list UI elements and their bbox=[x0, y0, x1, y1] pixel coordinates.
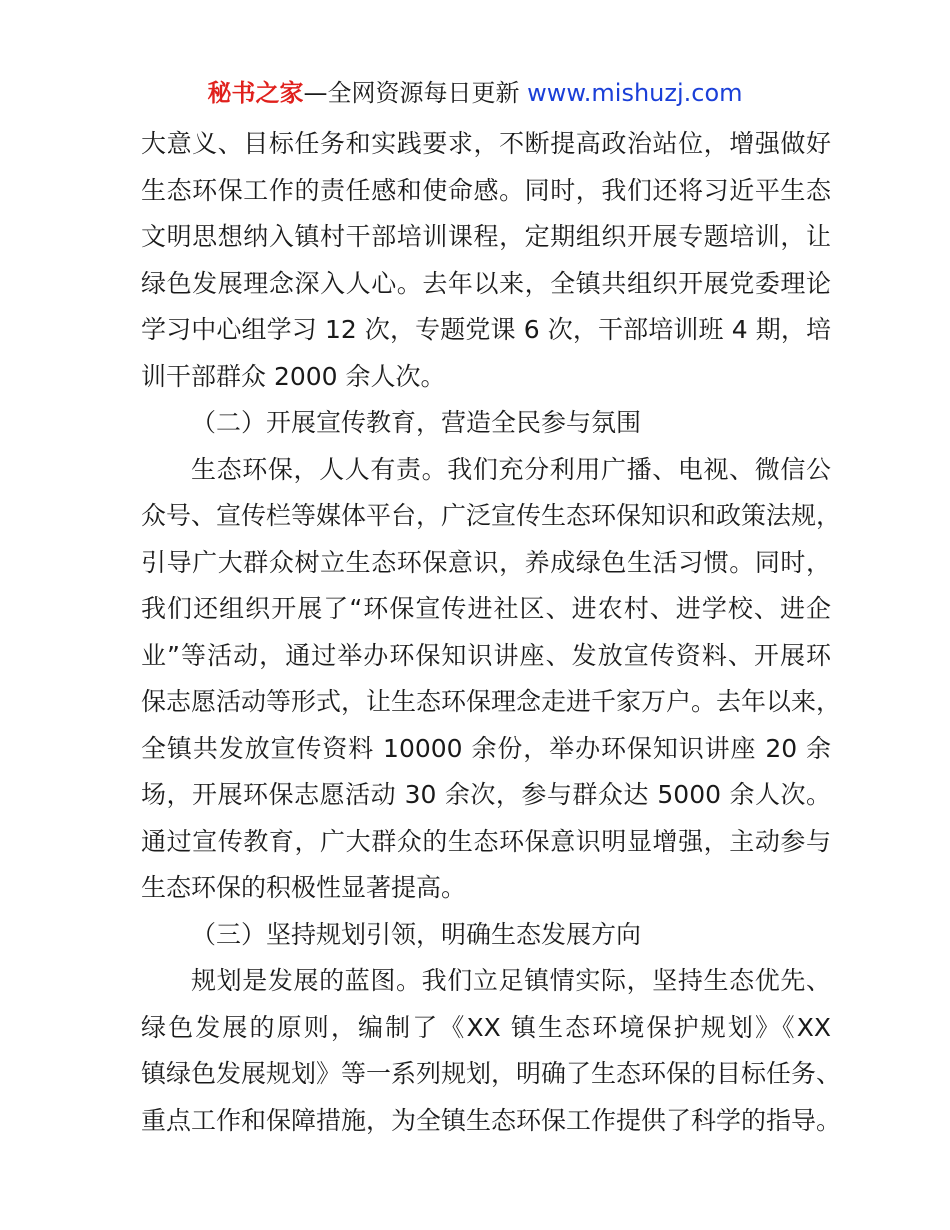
text-line: 生态环保工作的责任感和使命感。同时，我们还将习近平生态 bbox=[141, 175, 831, 205]
text-line: 规划是发展的蓝图。我们立足镇情实际，坚持生态优先、 bbox=[191, 966, 831, 995]
section-heading: （三）坚持规划引领，明确生态发展方向 bbox=[191, 919, 642, 949]
text-line: 重点工作和保障措施，为全镇生态环保工作提供了科学的指导。 bbox=[141, 1105, 842, 1135]
text-line: 大意义、目标任务和实践要求，不断提高政治站位，增强做好 bbox=[141, 129, 831, 158]
text-line: 学习中心组学习 12 次，专题党课 6 次，干部培训班 4 期，培 bbox=[141, 315, 831, 344]
text-line: 我们还组织开展了“环保宣传进社区、进农村、进学校、进企 bbox=[141, 594, 831, 623]
site-url[interactable]: www.mishuzj.com bbox=[527, 79, 743, 107]
text-line: 生态环保，人人有责。我们充分利用广播、电视、微信公 bbox=[191, 454, 831, 484]
text-line: 业”等活动，通过举办环保知识讲座、发放宣传资料、开展环 bbox=[141, 640, 831, 670]
header-tagline: —全网资源每日更新 bbox=[303, 79, 520, 107]
text-line: 引导广大群众树立生态环保意识，养成绿色生活习惯。同时， bbox=[141, 547, 831, 577]
text-line: 众号、宣传栏等媒体平台，广泛宣传生态环保知识和政策法规， bbox=[141, 501, 842, 530]
text-line: 通过宣传教育，广大群众的生态环保意识明显增强，主动参与 bbox=[141, 826, 831, 856]
section-heading: （二）开展宣传教育，营造全民参与氛围 bbox=[191, 408, 642, 437]
brand-name: 秘书之家 bbox=[207, 79, 304, 107]
document-body bbox=[141, 121, 842, 1144]
text-line: 全镇共发放宣传资料 10000 余份，举办环保知识讲座 20 余 bbox=[141, 733, 831, 763]
text-line: 镇绿色发展规划》等一系列规划，明确了生态环保的目标任务、 bbox=[141, 1059, 842, 1088]
text-line: 文明思想纳入镇村干部培训课程，定期组织开展专题培训，让 bbox=[141, 222, 831, 251]
text-line: 保志愿活动等形式，让生态环保理念走进千家万户。去年以来， bbox=[141, 687, 842, 716]
text-line: 训干部群众 2000 余人次。 bbox=[141, 361, 446, 391]
text-line: 绿色发展的原则，编制了《XX 镇生态环境保护规划》《XX bbox=[141, 1012, 831, 1042]
text-line: 绿色发展理念深入人心。去年以来，全镇共组织开展党委理论 bbox=[141, 268, 831, 298]
text-line: 生态环保的积极性显著提高。 bbox=[141, 873, 467, 902]
text-line: 场，开展环保志愿活动 30 余次，参与群众达 5000 余人次。 bbox=[141, 780, 831, 809]
page-header bbox=[0, 76, 950, 110]
